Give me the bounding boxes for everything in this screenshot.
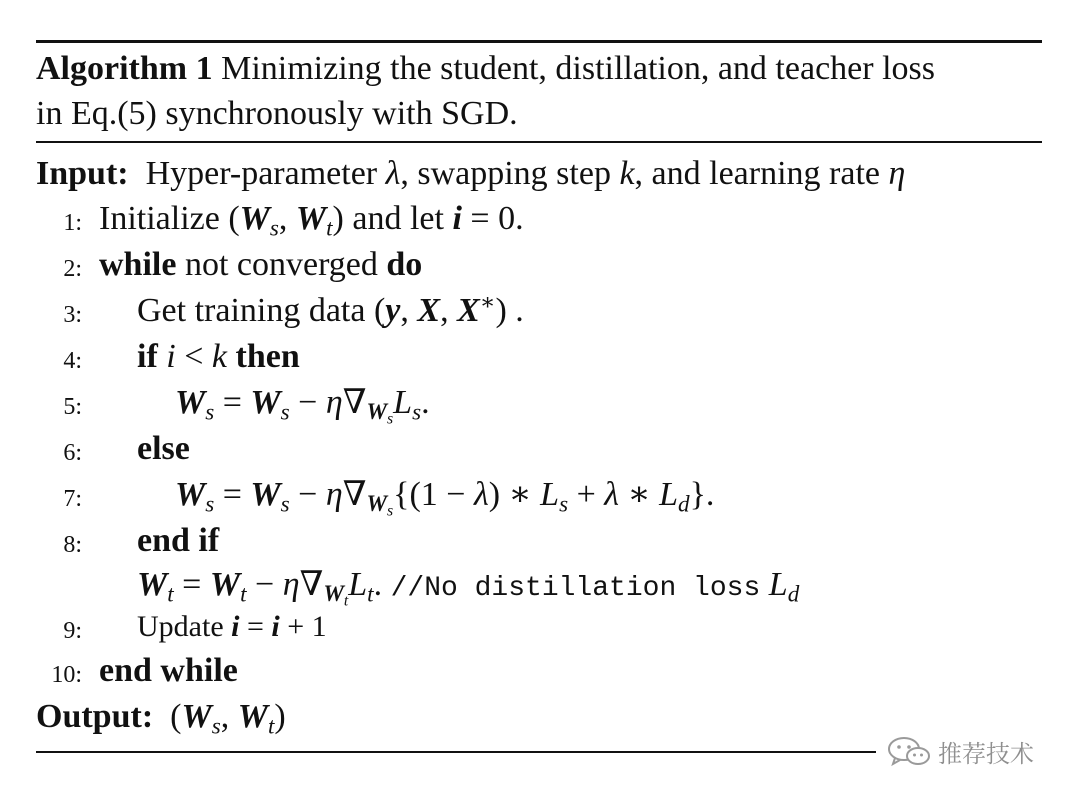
- wechat-icon: [886, 735, 932, 769]
- line-number: 5:: [63, 394, 82, 420]
- line-number: 1:: [63, 210, 82, 236]
- line-2-text: not converged: [176, 246, 387, 283]
- watermark-text: 推荐技术: [938, 740, 1034, 768]
- code-comment: //No distillation loss: [390, 573, 761, 604]
- caption-label: Algorithm 1: [36, 50, 213, 87]
- teacher-update-formula: $W_t = W_t - \eta\nabla_{W_t}L_t$. //No distillation loss $L_d$: [137, 566, 800, 610]
- student-update-formula: $W_s = W_s - \eta\nabla_{W_s}L_s$.: [175, 384, 430, 428]
- distillation-update-formula: $W_s = W_s - \eta\nabla_{W_s}\{(1 - \lambda)$ ∗ $L_s + \lambda$ ∗ $L_d$}.: [175, 476, 715, 520]
- bottom-rule: [36, 751, 876, 753]
- line-number: 6:: [63, 440, 82, 466]
- then-keyword: then: [235, 338, 300, 375]
- input-text-1: Hyper-parameter: [145, 155, 386, 192]
- line-1-text-c: = 0.: [461, 200, 524, 237]
- algorithm-caption: [36, 46, 1042, 136]
- do-keyword: do: [386, 246, 423, 283]
- line-number: 8:: [63, 532, 82, 558]
- caption-text-1: Minimizing the student, distillation, and teacher loss: [221, 50, 935, 87]
- line-3-text-b: ) .: [495, 292, 524, 329]
- end-while-keyword: end while: [99, 652, 238, 689]
- caption-line-2: in Eq.(5) synchronously with SGD.: [36, 95, 518, 132]
- caption-rule: [36, 141, 1042, 143]
- line-number: 7:: [63, 486, 82, 512]
- line-number: 3:: [63, 302, 82, 328]
- if-keyword: if: [137, 338, 158, 375]
- else-keyword: else: [137, 430, 190, 467]
- line-number: 9:: [63, 618, 82, 644]
- end-if-keyword: end if: [137, 522, 220, 559]
- top-rule: [36, 40, 1042, 43]
- line-9-text-c: + 1: [279, 610, 327, 643]
- line-number: 10:: [51, 662, 82, 688]
- input-label: Input:: [36, 155, 129, 192]
- output-label: Output:: [36, 698, 154, 735]
- eta-symbol: η: [888, 155, 906, 192]
- line-9-text-b: =: [239, 610, 272, 643]
- line-number: 4:: [63, 348, 82, 374]
- line-1-text-b: ) and let: [332, 200, 453, 237]
- line-3-text-a: Get training data (: [137, 292, 386, 329]
- caption-line-1: [36, 46, 1042, 91]
- input-text-2: , swapping step: [400, 155, 620, 192]
- k-symbol: k: [619, 155, 635, 192]
- input-text-3: , and learning rate: [634, 155, 889, 192]
- line-number: 2:: [63, 256, 82, 282]
- watermark: [886, 734, 1034, 769]
- line-1-text-a: Initialize (: [99, 200, 240, 237]
- while-keyword: while: [99, 246, 177, 283]
- lambda-symbol: λ: [385, 155, 401, 192]
- line-9-text-a: Update: [137, 610, 232, 643]
